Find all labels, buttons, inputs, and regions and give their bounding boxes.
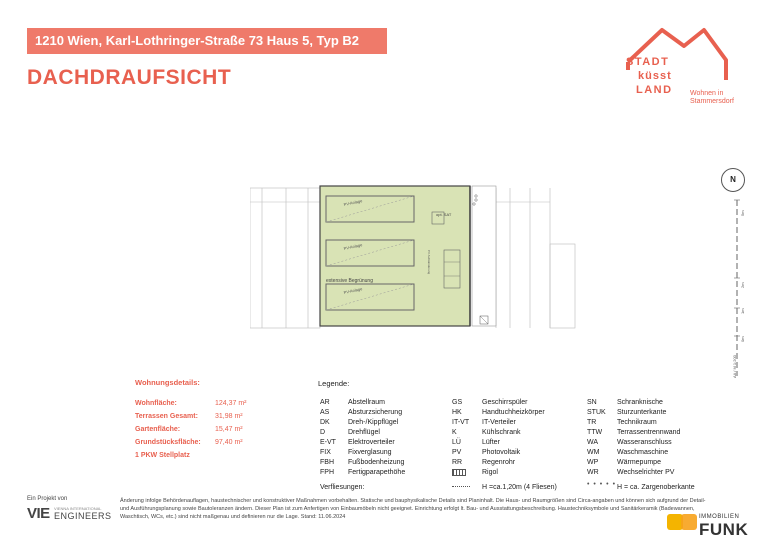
stadt-kuesst-land-logo xyxy=(622,24,742,114)
detail-value-terrassen: 31,98 m² xyxy=(215,413,243,420)
legend-abbr: K xyxy=(452,429,457,436)
details-title: Wohnungsdetails: xyxy=(135,378,200,387)
address-text: 1210 Wien, Karl-Lothringer-Straße 73 Haus 5, Typ B2 xyxy=(35,33,360,48)
detail-value-garten: 15,47 m² xyxy=(215,426,243,433)
funk-logo-big: FUNK xyxy=(699,520,749,539)
legend-text: Wasseranschluss xyxy=(617,439,672,446)
scale-tick-5m: 5m xyxy=(740,210,745,216)
legend-text: Sturzunterkante xyxy=(617,409,667,416)
legend-text: Rigol xyxy=(482,469,498,476)
legend-abbr: AR xyxy=(320,399,330,406)
scale-tick-0m: 0m xyxy=(740,336,745,342)
legend-abbr: WP xyxy=(587,459,599,466)
legend-text: Drehflügel xyxy=(348,429,380,436)
project-by-label: Ein Projekt von xyxy=(27,496,68,502)
legend-text: Photovoltaik xyxy=(482,449,521,456)
funk-logo-square-icon xyxy=(681,514,697,530)
legend-abbr: TTW xyxy=(587,429,603,436)
legend-text: Wechselrichter PV xyxy=(617,469,675,476)
parking-info: 1 PKW Stellplatz xyxy=(135,452,190,459)
logo-word-kuesst: küsst xyxy=(638,70,672,82)
legend-abbr: GS xyxy=(452,399,463,406)
logo-sub-1: Wohnen in xyxy=(690,90,724,97)
detail-value-grundstueck: 97,40 m² xyxy=(215,439,243,446)
detail-label-terrassen: Terrassen Gesamt: xyxy=(135,413,198,420)
roof-plan-drawing xyxy=(250,184,580,329)
disclaimer-text: Änderung infolge Behördenauflagen, haustechnischer und konstruktiver Maßnahmen vorbehalten. Statische und bauphysikalische Details sind Planinhalt. Die Haus- und Raumgrößen sind Circa-angaben und können sich aufgrund der Detail- und Ausführungsplanung sowie Bautoleranzen ändern. Dieser Plan ist zum Anfertigen von Einbaumöbeln nicht geeignet. Einrichtung erfolgt lt. Bau- und Ausstattungsbeschreibung. Haustechniksymbole und Sanitärkeramik (Badewannen, Waschtisch, WCs, etc.) sind nicht maßgenau und definieren nur die Lage. Stand: 11.06.2024 xyxy=(120,498,706,521)
legend-abbr: PV xyxy=(452,449,462,456)
legend-abbr: TR xyxy=(587,419,597,426)
legend-abbr: WM xyxy=(587,449,600,456)
legend-text: Elektroverteiler xyxy=(348,439,395,446)
immobilien-funk-logo xyxy=(667,508,767,542)
legend-text: Abstellraum xyxy=(348,399,385,406)
vie-logo xyxy=(27,505,117,523)
scale-tick-2m: 2m xyxy=(740,282,745,288)
tile-height-note: H =ca.1,20m (4 Fliesen) xyxy=(482,484,557,491)
tiles-heading: Verfliesungen: xyxy=(320,484,365,491)
north-arrow-icon: N xyxy=(721,168,745,192)
legend-abbr: STUK xyxy=(587,409,606,416)
legend-abbr: FBH xyxy=(320,459,334,466)
detail-label-wohnflaeche: Wohnfläche: xyxy=(135,400,177,407)
pv-label-3: PV-Anlage xyxy=(343,286,363,295)
tile-line-icon xyxy=(452,486,470,487)
legend-text: Regenrohr xyxy=(482,459,516,466)
legend-text: Geschirrspüler xyxy=(482,399,528,406)
scale-bar-graphic xyxy=(733,196,745,380)
zarge-height-note: H = ca. Zargenoberkante xyxy=(617,484,695,491)
legend-abbr: AS xyxy=(320,409,330,416)
detail-value-wohnflaeche: 124,37 m² xyxy=(215,400,247,407)
legend-abbr: RR xyxy=(452,459,463,466)
legend-text: Fußbodenheizung xyxy=(348,459,405,466)
zarge-dots-icon: • • • • • xyxy=(587,481,617,488)
legend-abbr: SN xyxy=(587,399,597,406)
rigol-hatch-icon xyxy=(452,469,466,476)
legend-abbr: LÜ xyxy=(452,439,461,446)
legend-text: Lüfter xyxy=(482,439,500,446)
legend-abbr: D xyxy=(320,429,326,436)
logo-word-land: LAND xyxy=(636,84,673,96)
legend-abbr: HK xyxy=(452,409,462,416)
legend-abbr: E-VT xyxy=(320,439,336,446)
legend-text: Fertigparapethöhe xyxy=(348,469,406,476)
pv-side-label: PV Aufständerung xyxy=(427,250,431,275)
vie-logo-mark: VIE xyxy=(27,505,50,522)
legend-abbr: FIX xyxy=(320,449,331,456)
detail-label-grundstueck: Grundstücksfläche: xyxy=(135,439,201,446)
address-banner xyxy=(27,28,387,54)
legend-title: Legende: xyxy=(318,379,350,388)
roof-plan-svg xyxy=(250,184,580,329)
legend-text: Schranknische xyxy=(617,399,663,406)
legend-text: Waschmaschine xyxy=(617,449,669,456)
legend-text: Wärmepumpe xyxy=(617,459,661,466)
legend-abbr: WR xyxy=(587,469,599,476)
vie-logo-engineers: ENGINEERS xyxy=(54,511,112,521)
pv-label-2: PV-Anlage xyxy=(343,242,363,251)
pv-label-1: PV-Anlage xyxy=(343,198,363,207)
scale-bar xyxy=(733,196,745,380)
legend-text: Handtuchheizkörper xyxy=(482,409,545,416)
legend-abbr: FPH xyxy=(320,469,334,476)
scale-label: AA / M 1:200 xyxy=(732,355,737,378)
legend-text: Fixverglasung xyxy=(348,449,392,456)
scale-tick-1m: 1m xyxy=(740,308,745,314)
roof-type-label: extensive Begrünung xyxy=(326,278,373,284)
sat-label: opt. SAT xyxy=(436,212,452,217)
detail-label-garten: Gartenfläche: xyxy=(135,426,181,433)
legend-abbr: WA xyxy=(587,439,599,446)
legend-abbr: IT-VT xyxy=(452,419,470,426)
legend-abbr: DK xyxy=(320,419,330,426)
legend-text: IT-Verteiler xyxy=(482,419,516,426)
logo-word-stadt: STADT xyxy=(626,56,670,68)
vie-logo-small: VIENNA INTERNATIONAL xyxy=(54,506,102,511)
legend-text: Terrassentrennwand xyxy=(617,429,681,436)
page-title: DACHDRAUFSICHT xyxy=(27,66,232,89)
legend-text: Technikraum xyxy=(617,419,657,426)
logo-sub-2: Stammersdorf xyxy=(690,98,734,105)
legend-text: Absturzsicherung xyxy=(348,409,403,416)
legend-text: Dreh-/Kippflügel xyxy=(348,419,399,426)
legend-text: Kühlschrank xyxy=(482,429,521,436)
funk-logo-small: IMMOBILIEN xyxy=(699,514,740,520)
